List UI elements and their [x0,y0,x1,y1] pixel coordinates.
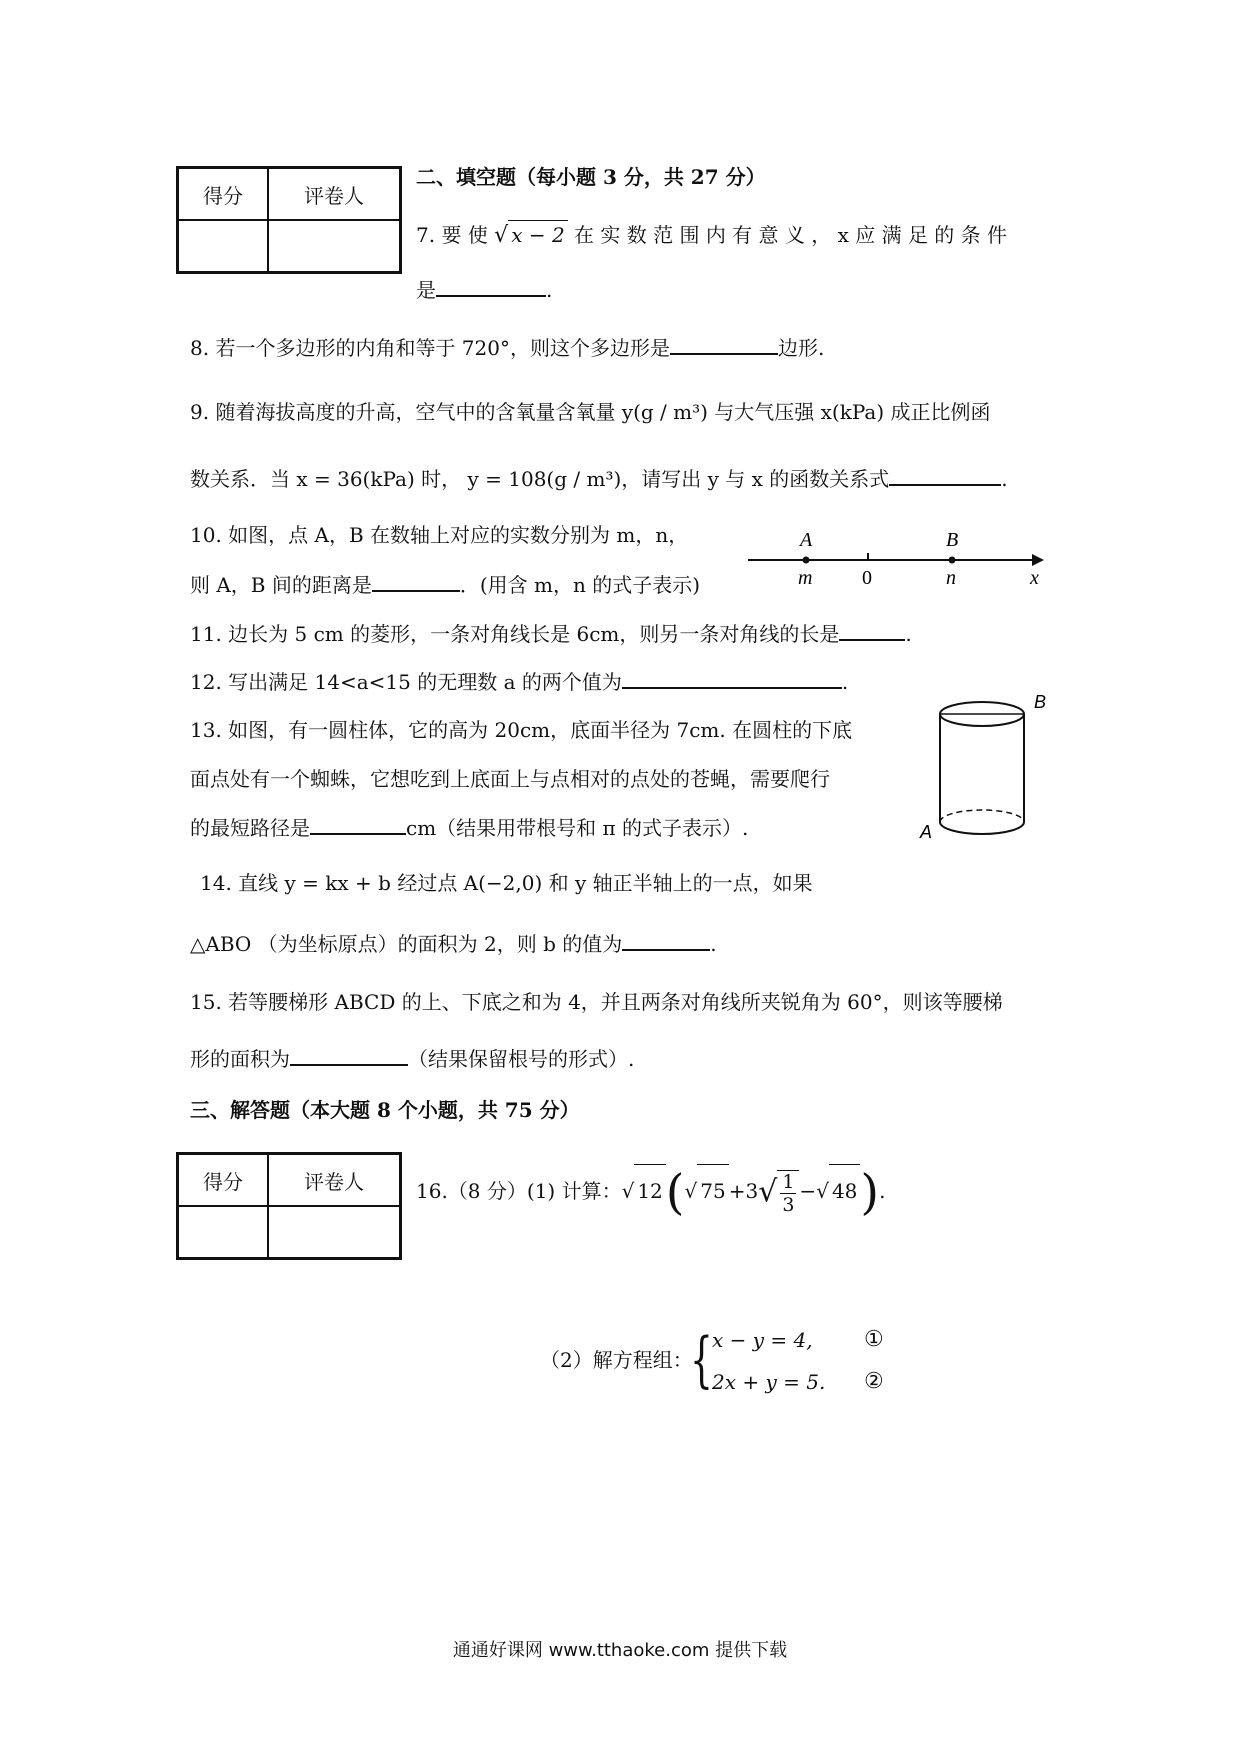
answer-blank-q15[interactable] [290,1044,408,1066]
q9-line2-end: . [1001,467,1008,491]
equation-1: x − y = 4, [712,1328,813,1352]
question-16-part1: 16.（8 分）(1) 计算：√ 12(√ 75 +3√ $\frac{1}{3}$ −√ 48). [416,1164,886,1221]
question-7-line1: 7. 要 使 √ x − 2 在 实 数 范 围 内 有 意 义 ， x 应 满 足 的 条 件 [416,220,1007,250]
score-cell [178,220,269,273]
score-table-section2 [176,166,402,274]
answer-blank-q7[interactable] [436,275,546,297]
q7-suffix: 在 实 数 范 围 内 有 意 义 ， x 应 满 足 的 条 件 [567,223,1008,247]
page-footer: 通通好课网 www.tthaoke.com 提供下载 [452,1640,788,1661]
q10-line2-after: ．(用含 m，n 的式子表示) [459,573,701,597]
label-n: n [946,567,956,589]
q13-line3-before: 的最短路径是 [190,816,310,840]
cylinder-label-b: B [1034,692,1047,712]
question-11 [190,619,912,648]
answer-blank-q8[interactable] [670,333,778,355]
question-12 [190,667,848,696]
answer-blank-q9[interactable] [889,464,1001,486]
point-a-dot [803,557,810,564]
answer-blank-q14[interactable] [622,929,710,951]
q8-before: 8. 若一个多边形的内角和等于 720°，则这个多边形是 [190,336,670,360]
q14-line2-before: △ABO （为坐标原点）的面积为 2，则 b 的值为 [190,932,623,956]
cylinder-figure [918,690,1068,850]
equation-2-tag: ② [864,1369,884,1394]
q11-after: . [905,622,912,646]
sqrt-48: 48 [829,1164,860,1217]
q7-radicand: x − 2 [508,220,567,249]
answer-blank-q11[interactable] [839,619,905,641]
cylinder-bottom-front [940,822,1024,834]
q7-line2-prefix: 是 [416,278,436,302]
q16-part1-label: 16.（8 分）(1) 计算： [416,1179,622,1203]
answer-blank-q13[interactable] [310,813,406,835]
q9-line2-text: 数关系．当 x = 36(kPa) 时， y = 108(g / m³)，请写出 y 与 x 的函数关系式 [190,467,890,491]
score-header: 得分 [178,1154,269,1207]
right-paren: ) [860,1164,880,1221]
answer-blank-q12[interactable] [622,667,842,689]
grader-cell [268,220,401,273]
plus-three: +3 [728,1179,759,1203]
q12-before: 12. 写出满足 14<a<15 的无理数 a 的两个值为 [190,670,622,694]
question-14-line1: 14. 直线 y = kx + b 经过点 A(−2,0) 和 y 轴正半轴上的一点，如果 [200,871,813,895]
score-table-section3 [176,1152,402,1260]
label-zero: 0 [862,567,872,589]
fraction-one-third: $\frac{1}{3}$ [777,1170,799,1216]
equation-1-tag: ① [864,1327,884,1352]
q15-line2-before: 形的面积为 [190,1047,290,1071]
question-10-line2 [190,570,700,599]
section3-heading: 三、解答题（本大题 8 个小题，共 75 分） [190,1098,580,1122]
point-a-label: A [800,529,813,551]
question-13-line1: 13. 如图，有一圆柱体，它的高为 20cm，底面半径为 7cm. 在圆柱的下底 [190,718,853,742]
question-13-line3 [190,813,748,842]
grader-header: 评卷人 [268,1154,401,1207]
cylinder-label-a: A [920,822,933,842]
q16-part1-end: . [879,1179,886,1203]
q13-line3-after: cm（结果用带根号和 π 的式子表示）. [406,816,749,840]
score-cell [178,1206,269,1259]
label-m: m [798,567,813,589]
sqrt-75: 75 [697,1164,728,1217]
q10-line2-before: 则 A，B 间的距离是 [190,573,372,597]
grader-header: 评卷人 [268,168,401,221]
q11-before: 11. 边长为 5 cm 的菱形，一条对角线长是 6cm，则另一条对角线的长是 [190,622,840,646]
question-9-line2 [190,464,1008,493]
q14-line2-after: . [710,932,717,956]
minus-sign: − [799,1179,817,1203]
question-13-line2: 面点处有一个蜘蛛，它想吃到上底面上与点相对的点处的苍蝇，需要爬行 [190,767,830,791]
q16-part2-label: （2）解方程组： [540,1348,693,1372]
left-paren: ( [665,1164,685,1221]
question-7-line2 [416,275,552,304]
question-14-line2 [190,929,717,958]
sqrt-12: 12 [634,1164,665,1217]
point-b-label: B [946,529,959,551]
q7-prefix: 7. 要 使 [416,223,495,247]
q7-line2-end: . [546,278,553,302]
question-15-line2 [190,1044,634,1073]
question-10-line1: 10. 如图，点 A，B 在数轴上对应的实数分别为 m，n， [190,523,689,547]
brace-icon: { [690,1325,713,1395]
q15-line2-after: （结果保留根号的形式）. [408,1047,635,1071]
label-x: x [1030,567,1039,589]
q12-after: . [841,670,849,694]
section2-heading: 二、填空题（每小题 3 分，共 27 分） [416,165,766,189]
question-9-line1: 9. 随着海拔高度的升高，空气中的含氧量含氧量 y(g / m³) 与大气压强 x(kPa) 成正比例函 [190,400,991,424]
score-header: 得分 [178,168,269,221]
cylinder-bottom-back [940,810,1024,822]
grader-cell [268,1206,401,1259]
number-line-figure [748,528,1048,598]
question-15-line1: 15. 若等腰梯形 ABCD 的上、下底之和为 4，并且两条对角线所夹锐角为 60°，则该等腰梯 [190,990,1003,1014]
equation-2: 2x + y = 5. [712,1370,826,1394]
question-8 [190,333,824,362]
point-b-dot [949,557,956,564]
q8-after: 边形. [777,336,825,360]
answer-blank-q10[interactable] [372,570,460,592]
axis-arrow-icon [1032,554,1044,566]
